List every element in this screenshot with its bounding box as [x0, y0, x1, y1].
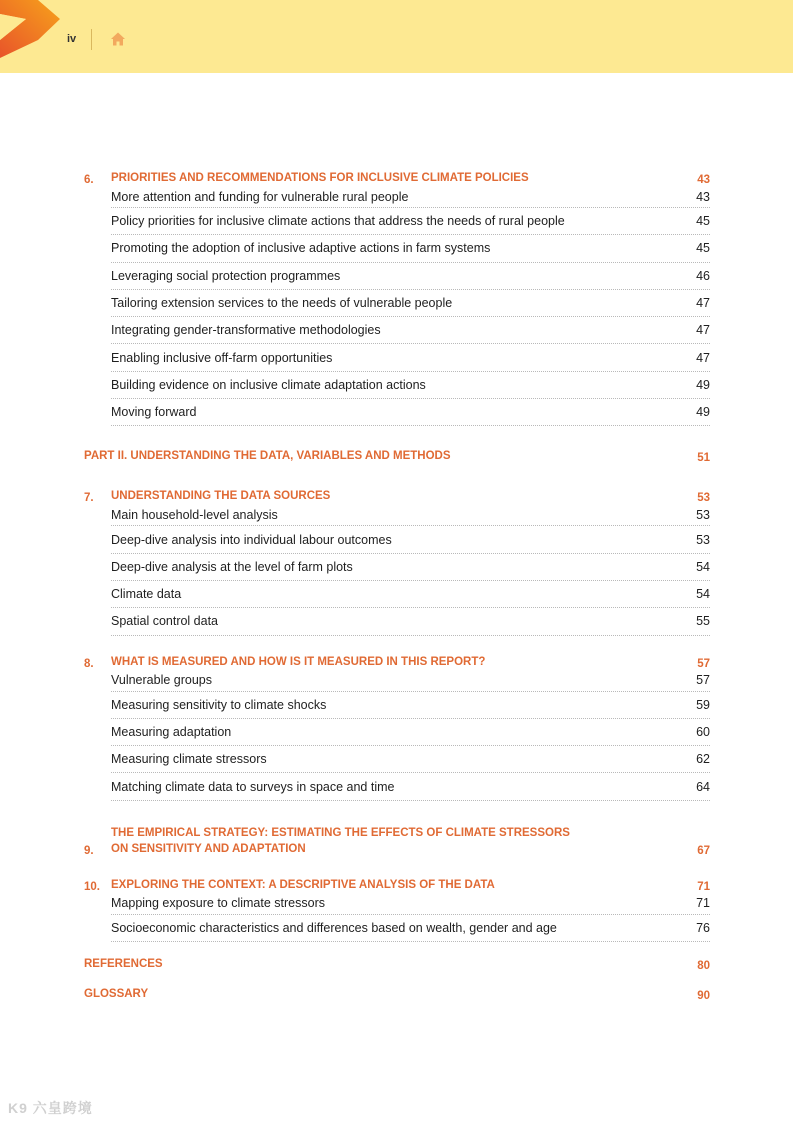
toc-entry[interactable]	[111, 581, 710, 608]
toc-heading-title: REFERENCES	[84, 958, 163, 971]
toc-entry[interactable]	[111, 263, 710, 290]
toc-heading-page: 80	[697, 960, 710, 973]
toc-part	[84, 986, 710, 1002]
corner-arrow-logo	[0, 0, 62, 62]
toc-entry[interactable]	[111, 915, 710, 942]
toc-entry-page: 45	[696, 241, 710, 256]
toc-entry-page: 43	[696, 189, 710, 204]
toc-heading-row[interactable]	[84, 448, 710, 464]
toc-heading-page: 71	[697, 880, 710, 893]
toc-entry-page: 71	[696, 896, 710, 911]
toc-chapter	[84, 654, 710, 801]
toc-entry-title: Deep-dive analysis at the level of farm plots	[111, 559, 353, 574]
toc-heading-title: EXPLORING THE CONTEXT: A DESCRIPTIVE ANALYSIS OF THE DATA	[111, 878, 495, 891]
watermark: K9 六皇跨境	[8, 1100, 93, 1116]
toc-entry[interactable]	[111, 554, 710, 581]
toc-entry-page: 60	[696, 725, 710, 739]
toc-entry-page: 54	[696, 559, 710, 574]
toc-chapter	[84, 825, 710, 857]
toc-entry-title: Policy priorities for inclusive climate actions that address the needs of rural people	[111, 214, 565, 229]
toc-entry-title: Main household-level analysis	[111, 507, 278, 522]
toc-heading-page: 67	[697, 844, 710, 857]
toc-entry[interactable]	[111, 399, 710, 426]
toc-entry-page: 46	[696, 268, 710, 283]
toc-heading-line: THE EMPIRICAL STRATEGY: ESTIMATING THE EFFECTS OF CLIMATE STRESSORS	[111, 826, 570, 839]
toc-chapter	[84, 170, 710, 426]
toc-heading-row[interactable]	[84, 825, 710, 857]
toc-entry[interactable]	[111, 893, 710, 915]
toc-entry[interactable]	[111, 344, 710, 371]
chapter-number: 7.	[84, 492, 94, 505]
toc-entry-title: Deep-dive analysis into individual labour outcomes	[111, 532, 392, 547]
toc-heading-row[interactable]	[84, 170, 710, 186]
toc-entry-title: Spatial control data	[111, 614, 219, 629]
toc-entry-title: Enabling inclusive off-farm opportunities	[111, 350, 333, 365]
toc-heading-title	[111, 825, 670, 857]
toc-entry[interactable]	[111, 526, 710, 553]
toc-entry-page: 47	[696, 323, 710, 338]
toc-entry-title: Building evidence on inclusive climate adaptation actions	[111, 377, 426, 392]
toc-entry-page: 76	[696, 920, 710, 935]
toc-entry[interactable]	[111, 235, 710, 262]
home-icon[interactable]	[110, 31, 126, 47]
toc-entry-title: Measuring sensitivity to climate shocks	[111, 697, 327, 712]
toc-entry-title: Matching climate data to surveys in space and time	[111, 779, 395, 794]
toc-entry-title: Vulnerable groups	[111, 673, 212, 688]
header-divider	[91, 29, 92, 50]
toc-entry-page: 57	[696, 673, 710, 688]
toc-heading-page: 43	[697, 174, 710, 186]
toc-heading-row[interactable]	[84, 956, 710, 972]
page-number: iv	[67, 33, 77, 45]
toc-entry[interactable]	[111, 504, 710, 526]
toc-entry-page: 47	[696, 296, 710, 311]
toc-chapter	[84, 877, 710, 942]
toc-entry-title: Measuring adaptation	[111, 725, 232, 739]
toc-entry-title: Leveraging social protection programmes	[111, 268, 341, 283]
toc-heading-row[interactable]	[84, 877, 710, 893]
table-of-contents	[84, 160, 710, 1002]
toc-heading-title: PRIORITIES AND RECOMMENDATIONS FOR INCLUSIVE CLIMATE POLICIES	[111, 172, 529, 184]
chapter-number: 10.	[84, 880, 100, 893]
toc-entry[interactable]	[111, 746, 710, 773]
toc-entry-page: 62	[696, 752, 710, 767]
toc-entry-title: Mapping exposure to climate stressors	[111, 896, 325, 911]
toc-entry[interactable]	[111, 773, 710, 800]
toc-entry-page: 54	[696, 587, 710, 602]
toc-entry-page: 53	[696, 507, 710, 522]
toc-entry-page: 49	[696, 405, 710, 420]
toc-entry-title: Tailoring extension services to the needs of vulnerable people	[111, 296, 453, 311]
chapter-number: 9.	[84, 844, 94, 857]
toc-heading-title: PART II. UNDERSTANDING THE DATA, VARIABLES AND METHODS	[84, 450, 451, 463]
toc-heading-page: 90	[697, 990, 710, 1003]
toc-heading-title: GLOSSARY	[84, 988, 149, 1001]
toc-entry-page: 59	[696, 697, 710, 712]
chapter-number: 6.	[84, 174, 94, 186]
toc-chapter	[84, 488, 710, 635]
toc-entry-page: 64	[696, 779, 710, 794]
toc-entry[interactable]	[111, 208, 710, 235]
toc-entry-title: More attention and funding for vulnerable rural people	[111, 189, 409, 204]
toc-heading-row[interactable]	[84, 986, 710, 1002]
toc-entry-page: 47	[696, 350, 710, 365]
toc-entry-title: Measuring climate stressors	[111, 752, 267, 767]
toc-heading-page: 51	[697, 452, 710, 465]
chapter-number: 8.	[84, 657, 94, 670]
toc-entry-title: Integrating gender-transformative methodologies	[111, 323, 381, 338]
toc-entry[interactable]	[111, 186, 710, 208]
toc-entry[interactable]	[111, 317, 710, 344]
toc-entry[interactable]	[111, 719, 710, 746]
toc-entry-title: Socioeconomic characteristics and differences based on wealth, gender and age	[111, 920, 557, 935]
toc-heading-row[interactable]	[84, 654, 710, 670]
toc-part	[84, 956, 710, 972]
toc-heading-page: 57	[697, 657, 710, 670]
toc-heading-title: UNDERSTANDING THE DATA SOURCES	[111, 490, 331, 503]
toc-entry[interactable]	[111, 372, 710, 399]
toc-entry-title: Climate data	[111, 587, 182, 602]
toc-entry[interactable]	[111, 692, 710, 719]
toc-entry-page: 55	[696, 614, 710, 629]
toc-entry[interactable]	[111, 670, 710, 692]
toc-entry-page: 53	[696, 532, 710, 547]
toc-heading-line: ON SENSITIVITY AND ADAPTATION	[111, 842, 306, 855]
toc-entry[interactable]	[111, 608, 710, 635]
toc-heading-title: WHAT IS MEASURED AND HOW IS IT MEASURED IN THIS REPORT?	[111, 655, 486, 668]
toc-entry-title: Promoting the adoption of inclusive adaptive actions in farm systems	[111, 241, 491, 256]
toc-part	[84, 448, 710, 464]
toc-heading-page: 53	[697, 492, 710, 505]
toc-entry-page: 45	[696, 214, 710, 229]
toc-entry-page: 49	[696, 377, 710, 392]
toc-entry[interactable]	[111, 290, 710, 317]
toc-entry-title: Moving forward	[111, 405, 197, 420]
toc-heading-row[interactable]	[84, 488, 710, 504]
